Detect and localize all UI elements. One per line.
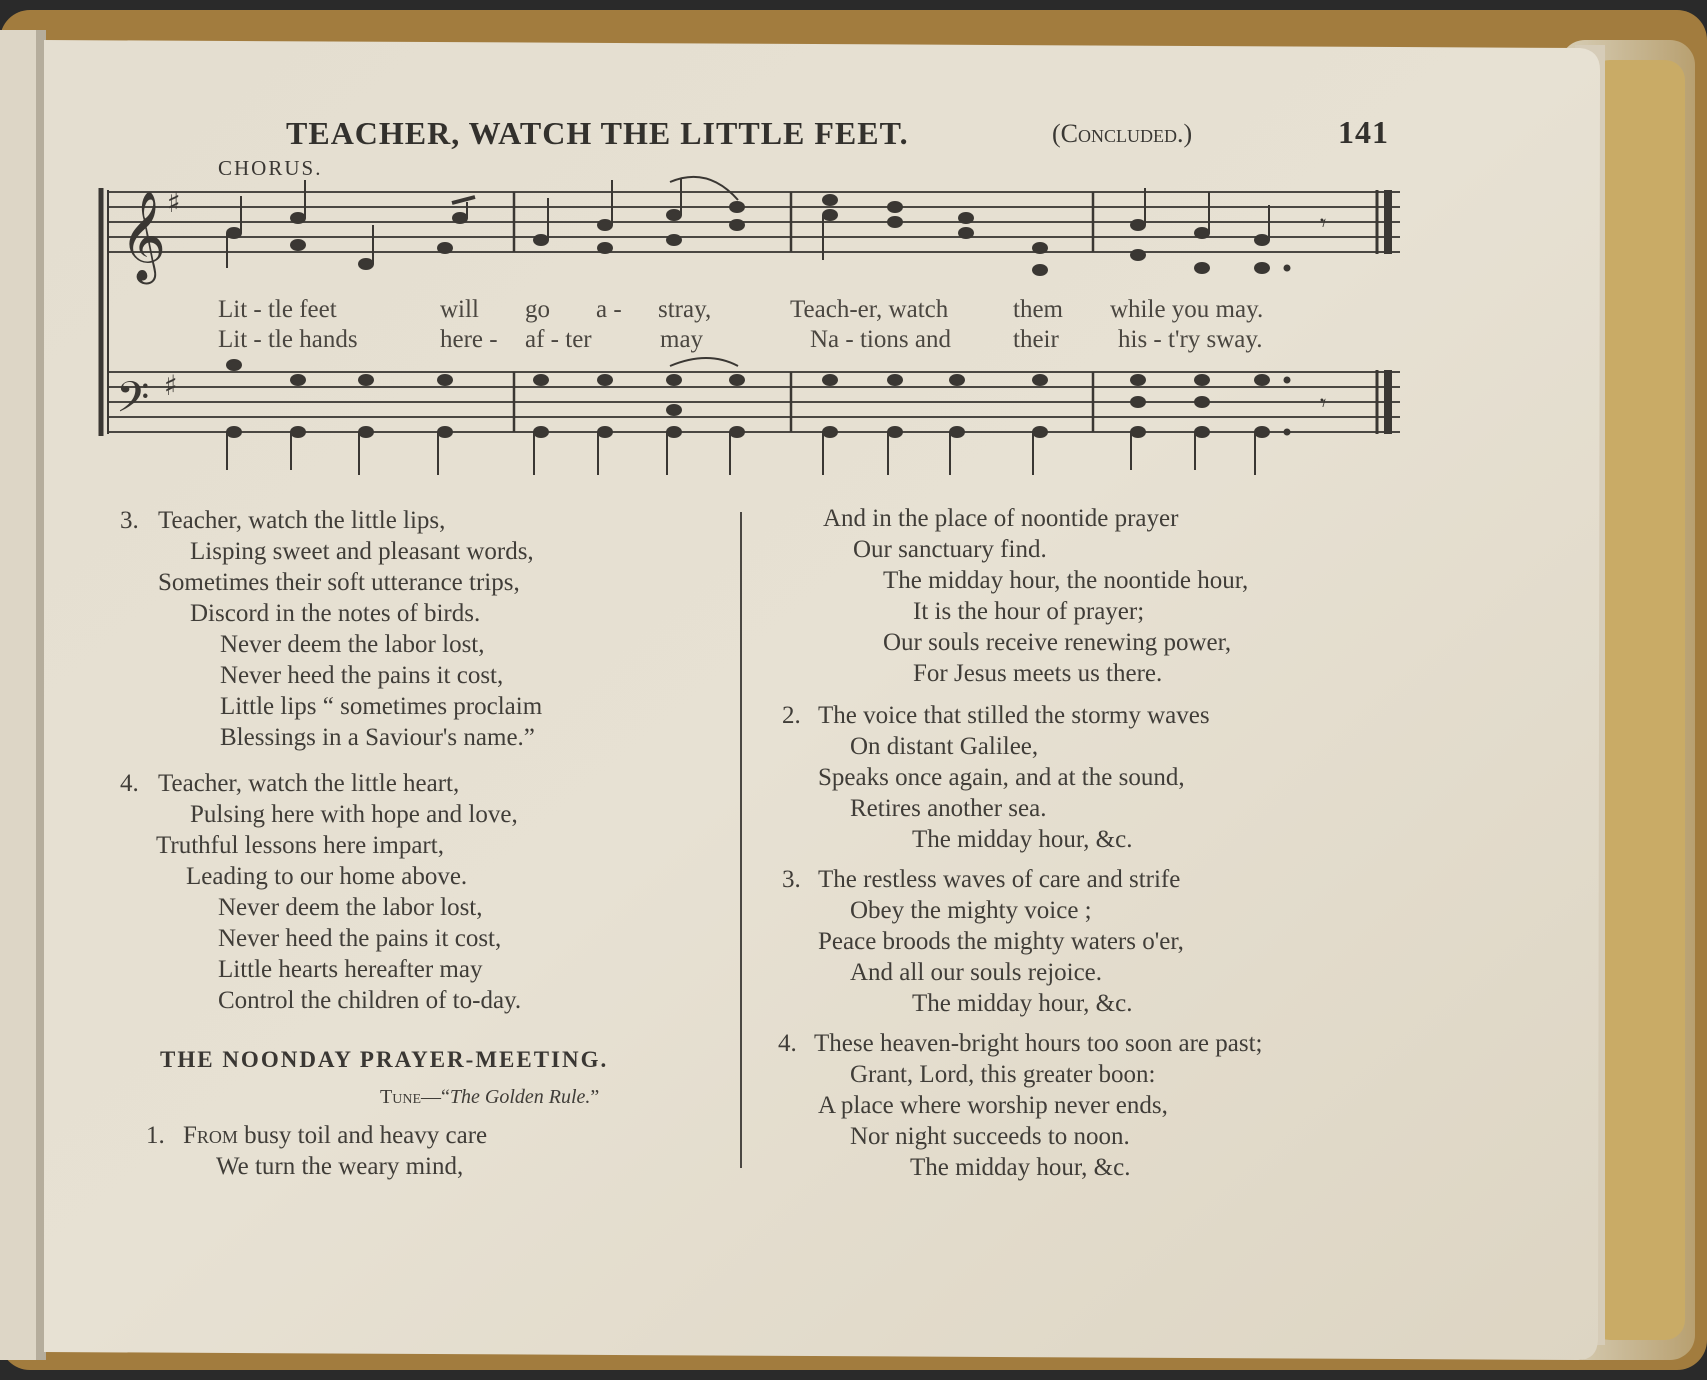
verse-line: The midday hour, &c. xyxy=(910,1154,1131,1181)
verse-line: And in the place of noontide prayer xyxy=(823,505,1179,532)
verse-line: Control the children of to-day. xyxy=(218,987,522,1014)
verse-line: Pulsing here with hope and love, xyxy=(190,801,518,828)
column-divider xyxy=(740,512,742,1168)
verse-line: Lisping sweet and pleasant words, xyxy=(190,538,534,565)
verse-first-rest: busy toil and heavy care xyxy=(237,1122,488,1149)
verse-line: Truthful lessons here impart, xyxy=(156,832,444,859)
tie-bass xyxy=(670,358,738,366)
verse-line: The midday hour, the noontide hour, xyxy=(883,567,1249,594)
verse-line: Grant, Lord, this greater boon: xyxy=(850,1061,1156,1088)
lyric-syllable: here - xyxy=(440,326,498,353)
page-number: 141 xyxy=(1338,114,1389,150)
lyric-syllable: his - t'ry sway. xyxy=(1118,326,1263,353)
key-signature: ♯ xyxy=(167,186,181,219)
verse-line xyxy=(183,1120,487,1151)
verse-number: 2. xyxy=(782,702,801,729)
song-title: TEACHER, WATCH THE LITTLE FEET. xyxy=(286,115,909,151)
verse-line: Sometimes their soft utterance trips, xyxy=(158,569,520,596)
verse-number: 4. xyxy=(778,1030,797,1057)
verse-number: 1. xyxy=(146,1122,165,1149)
verse-line: Little hearts hereafter may xyxy=(218,956,483,983)
verse-line: Little lips “ sometimes proclaim xyxy=(220,693,543,720)
verse-line: Retires another sea. xyxy=(850,795,1047,822)
verse-line: These heaven-bright hours too soon are past; xyxy=(814,1030,1263,1057)
title-note: (Concluded.) xyxy=(1052,119,1193,148)
hymn-title: THE NOONDAY PRAYER-MEETING. xyxy=(160,1047,609,1072)
lyric-syllable: Lit - tle hands xyxy=(218,326,358,353)
verse-line: Never deem the labor lost, xyxy=(220,631,485,658)
key-signature-bass: ♯ xyxy=(164,369,178,402)
chorus-label: CHORUS. xyxy=(218,156,323,180)
verse-line: Nor night succeeds to noon. xyxy=(850,1123,1130,1150)
tune-name: The Golden Rule. xyxy=(449,1086,591,1108)
lyric-syllable: stray, xyxy=(658,296,712,323)
verse-line: Our sanctuary find. xyxy=(853,536,1047,563)
verse-line: A place where worship never ends, xyxy=(818,1092,1168,1119)
verse-line: Never heed the pains it cost, xyxy=(220,662,504,689)
verse-line: For Jesus meets us there. xyxy=(913,660,1163,687)
lyric-syllable: will xyxy=(440,296,479,323)
rest-icon-bass: 𝄾 xyxy=(1320,389,1327,417)
lyric-syllable: while you may. xyxy=(1110,296,1264,323)
verse-line: Peace broods the mighty waters o'er, xyxy=(818,928,1184,955)
verse-number: 3. xyxy=(782,866,801,893)
lyric-syllable: Na - tions and xyxy=(810,326,951,353)
verse-first-word: From xyxy=(183,1122,238,1149)
bass-clef-icon: 𝄢 xyxy=(116,373,150,433)
lyric-syllable: a - xyxy=(596,296,622,323)
lyric-syllable: go xyxy=(525,296,550,323)
verse-line: Speaks once again, and at the sound, xyxy=(818,764,1185,791)
treble-clef-icon: 𝄞 xyxy=(120,191,167,281)
verse-line: On distant Galilee, xyxy=(850,733,1039,760)
verse-line: Teacher, watch the little heart, xyxy=(158,770,460,797)
verse-number: 4. xyxy=(120,770,139,797)
verse-line: Our souls receive renewing power, xyxy=(883,629,1232,656)
lyric-syllable: their xyxy=(1013,326,1059,353)
verse-line: We turn the weary mind, xyxy=(216,1153,464,1180)
verse-line: The restless waves of care and strife xyxy=(818,866,1181,893)
verse-line: Discord in the notes of birds. xyxy=(190,600,481,627)
tune-line xyxy=(380,1086,599,1109)
lyric-syllable: Teach-er, watch xyxy=(790,296,949,323)
verse-line: Blessings in a Saviour's name.” xyxy=(220,724,535,751)
lyric-syllable: af - ter xyxy=(525,326,592,353)
verse-line: Obey the mighty voice ; xyxy=(850,897,1092,924)
verse-number: 3. xyxy=(120,507,139,534)
lyric-syllable: them xyxy=(1013,296,1063,323)
lyric-syllable: Lit - tle feet xyxy=(218,296,337,323)
tune-prefix: Tune—“ xyxy=(380,1086,450,1108)
verse-line: The midday hour, &c. xyxy=(912,826,1133,853)
tune-suffix: ” xyxy=(590,1086,600,1108)
final-barline xyxy=(1377,190,1392,434)
verse-line: Teacher, watch the little lips, xyxy=(158,507,446,534)
verse-line: Never heed the pains it cost, xyxy=(218,925,502,952)
verse-line: Leading to our home above. xyxy=(186,863,468,890)
verse-line: And all our souls rejoice. xyxy=(850,959,1103,986)
verse-line: It is the hour of prayer; xyxy=(913,598,1145,625)
lyric-syllable: may xyxy=(660,326,704,353)
verse-line: The midday hour, &c. xyxy=(912,990,1133,1017)
verse-line: The voice that stilled the stormy waves xyxy=(818,702,1210,729)
verse-line: Never deem the labor lost, xyxy=(218,894,483,921)
rest-icon: 𝄾 xyxy=(1320,209,1327,237)
